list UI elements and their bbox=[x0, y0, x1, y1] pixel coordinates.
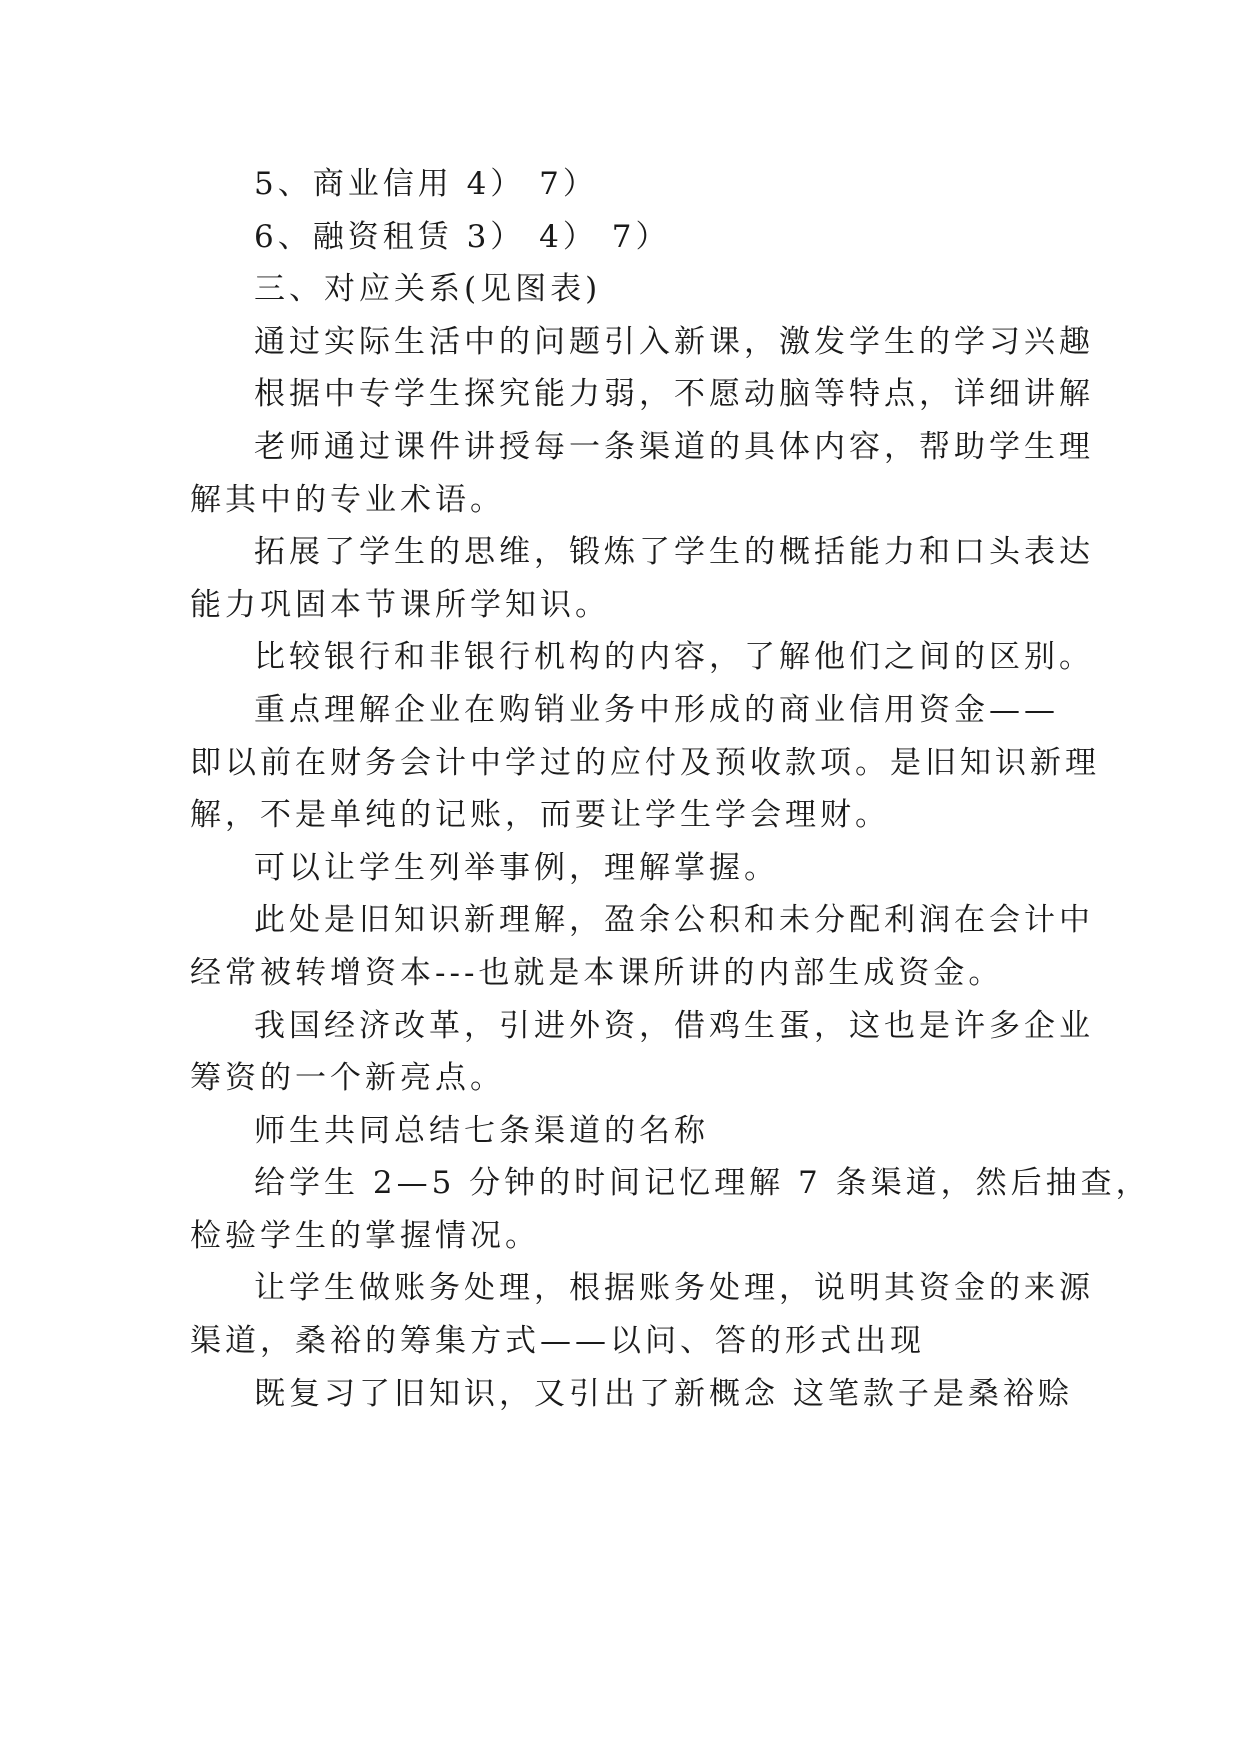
paragraph-line: 给学生 2—5 分钟的时间记忆理解 7 条渠道，然后抽查， bbox=[254, 1165, 1151, 1202]
document-body bbox=[190, 158, 1151, 1420]
paragraph-line: 师生共同总结七条渠道的名称 bbox=[254, 1112, 709, 1149]
paragraph-line: 即以前在财务会计中学过的应付及预收款项。是旧知识新理 bbox=[190, 744, 1100, 781]
paragraph-line: 比较银行和非银行机构的内容，了解他们之间的区别。 bbox=[254, 639, 1094, 676]
paragraph-line: 我国经济改革，引进外资，借鸡生蛋，这也是许多企业 bbox=[254, 1007, 1094, 1044]
paragraph-line: 重点理解企业在购销业务中形成的商业信用资金—— bbox=[254, 691, 1059, 728]
paragraph-line: 检验学生的掌握情况。 bbox=[190, 1217, 540, 1254]
section-heading-correspondence: 三、对应关系(见图表) bbox=[254, 271, 602, 308]
paragraph-line: 可以让学生列举事例，理解掌握。 bbox=[254, 849, 779, 886]
paragraph-line: 能力巩固本节课所学知识。 bbox=[190, 586, 610, 623]
list-item-financial-leasing: 6、融资租赁 3） 4） 7） bbox=[254, 218, 671, 255]
paragraph-line: 渠道，桑裕的筹集方式——以问、答的形式出现 bbox=[190, 1323, 925, 1360]
paragraph-line: 经常被转增资本---也就是本课所讲的内部生成资金。 bbox=[190, 954, 1004, 991]
paragraph-line: 通过实际生活中的问题引入新课，激发学生的学习兴趣 bbox=[254, 323, 1094, 360]
paragraph-line: 此处是旧知识新理解，盈余公积和未分配利润在会计中 bbox=[254, 902, 1094, 939]
paragraph-line: 老师通过课件讲授每一条渠道的具体内容，帮助学生理 bbox=[254, 428, 1094, 465]
list-item-commercial-credit: 5、商业信用 4） 7） bbox=[254, 166, 598, 202]
paragraph-line: 解，不是单纯的记账，而要让学生学会理财。 bbox=[190, 797, 890, 834]
paragraph-line: 筹资的一个新亮点。 bbox=[190, 1060, 505, 1097]
paragraph-line: 拓展了学生的思维，锻炼了学生的概括能力和口头表达 bbox=[254, 534, 1094, 571]
paragraph-line: 让学生做账务处理，根据账务处理，说明其资金的来源 bbox=[254, 1270, 1094, 1307]
paragraph-line: 既复习了旧知识，又引出了新概念 这笔款子是桑裕赊 bbox=[254, 1375, 1073, 1412]
paragraph-line: 根据中专学生探究能力弱，不愿动脑等特点，详细讲解 bbox=[254, 376, 1094, 413]
paragraph-line: 解其中的专业术语。 bbox=[190, 481, 505, 518]
